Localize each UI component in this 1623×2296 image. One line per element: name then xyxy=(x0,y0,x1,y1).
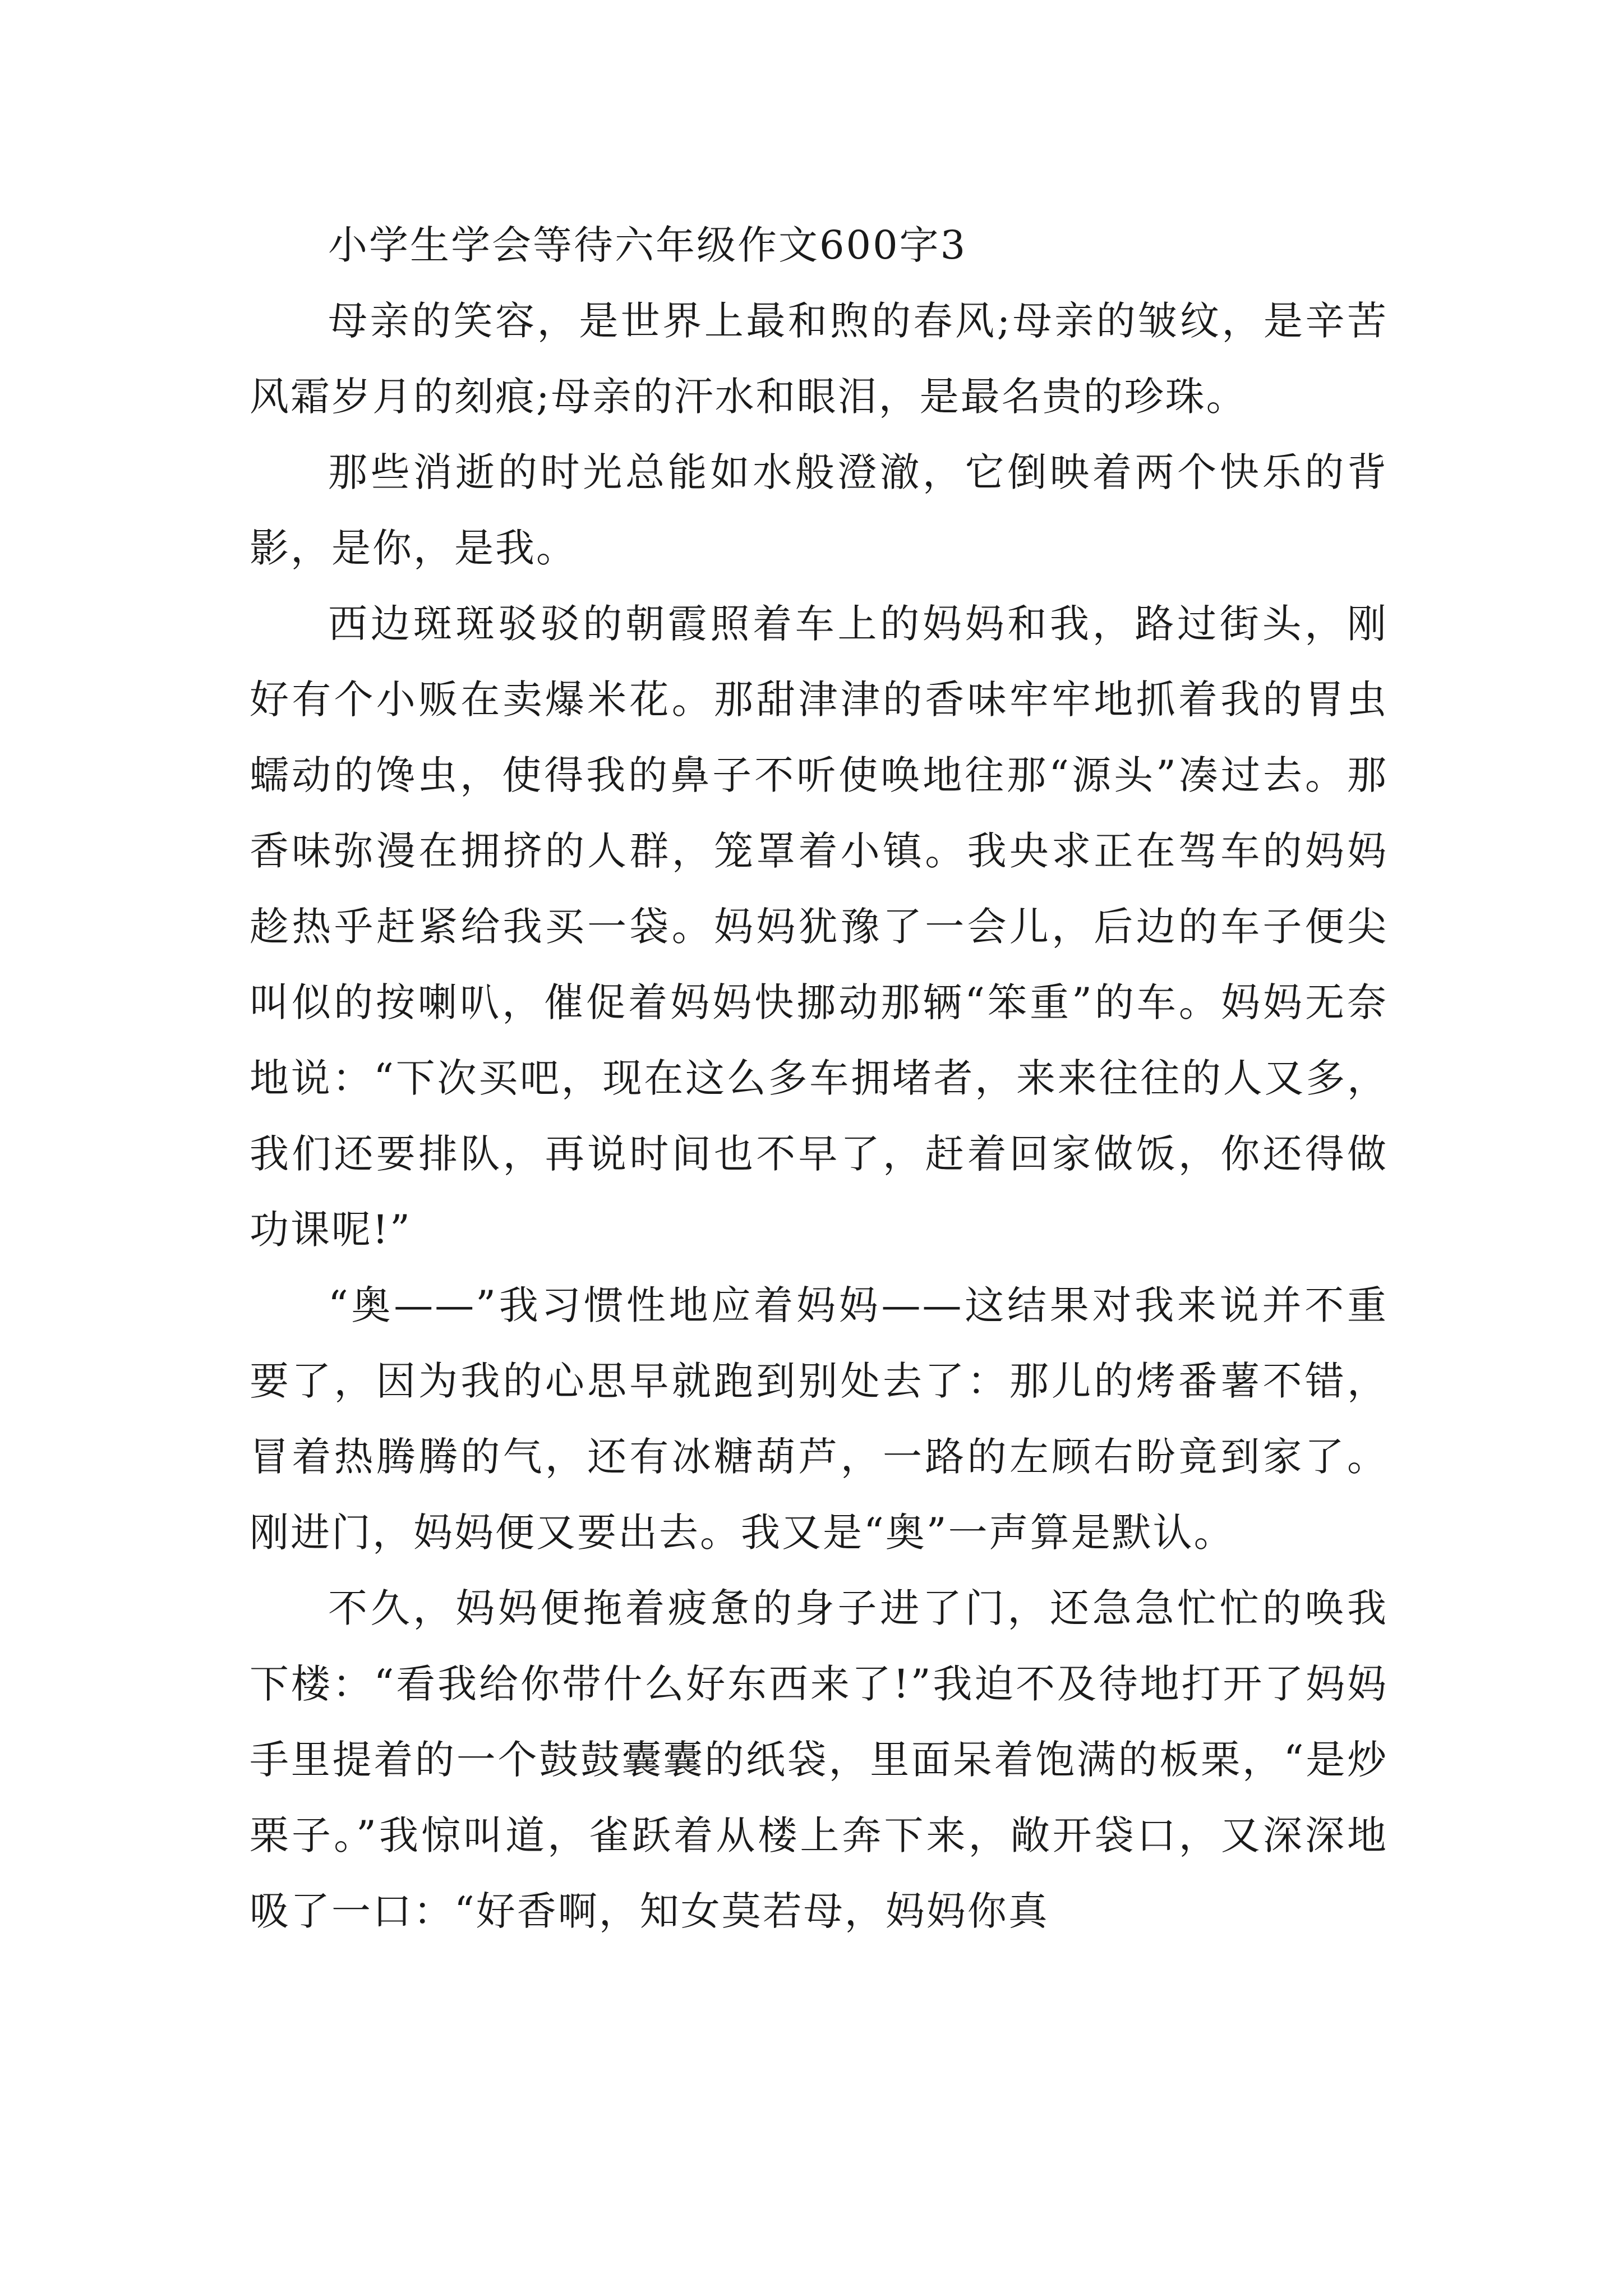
document-title: 小学生学会等待六年级作文600字3 xyxy=(328,222,967,268)
paragraph-3: 西边斑斑驳驳的朝霞照着车上的妈妈和我，路过街头，刚好有个小贩在卖爆米花。那甜津津的香味牢牢地抓着我的胃虫蠕动的馋虫，使得我的鼻子不听使唤地往那“源头”凑过去。那香味弥漫在拥挤的人群，笼罩着小镇。我央求正在驾车的妈妈趁热乎赶紧给我买一袋。妈妈犹豫了一会儿，后边的车子便尖叫似的按喇叭，催促着妈妈快挪动那辆“笨重”的车。妈妈无奈地说：“下次买吧，现在这么多车拥堵者，来来往往的人又多，我们还要排队，再说时间也不早了，赶着回家做饭，你还得做功课呢!” xyxy=(250,601,1388,1253)
document-body xyxy=(250,208,1388,1949)
paragraph-4: “奥——”我习惯性地应着妈妈——这结果对我来说并不重要了，因为我的心思早就跑到别处去了：那儿的烤番薯不错，冒着热腾腾的气，还有冰糖葫芦，一路的左顾右盼竟到家了。刚进门，妈妈便又要出去。我又是“奥”一声算是默认。 xyxy=(250,1282,1388,1556)
paragraph-5: 不久，妈妈便拖着疲惫的身子进了门，还急急忙忙的唤我下楼：“看我给你带什么好东西来了!”我迫不及待地打开了妈妈手里提着的一个鼓鼓囊囊的纸袋，里面呆着饱满的板栗，“是炒栗子。”我惊叫道，雀跃着从楼上奔下来，敞开袋口，又深深地吸了一口：“好香啊，知女莫若母，妈妈你真 xyxy=(250,1585,1388,1934)
paragraph-2: 那些消逝的时光总能如水般澄澈，它倒映着两个快乐的背影，是你，是我。 xyxy=(250,449,1388,571)
paragraph-1: 母亲的笑容，是世界上最和煦的春风;母亲的皱纹，是辛苦风霜岁月的刻痕;母亲的汗水和眼泪，是最名贵的珍珠。 xyxy=(250,298,1388,420)
